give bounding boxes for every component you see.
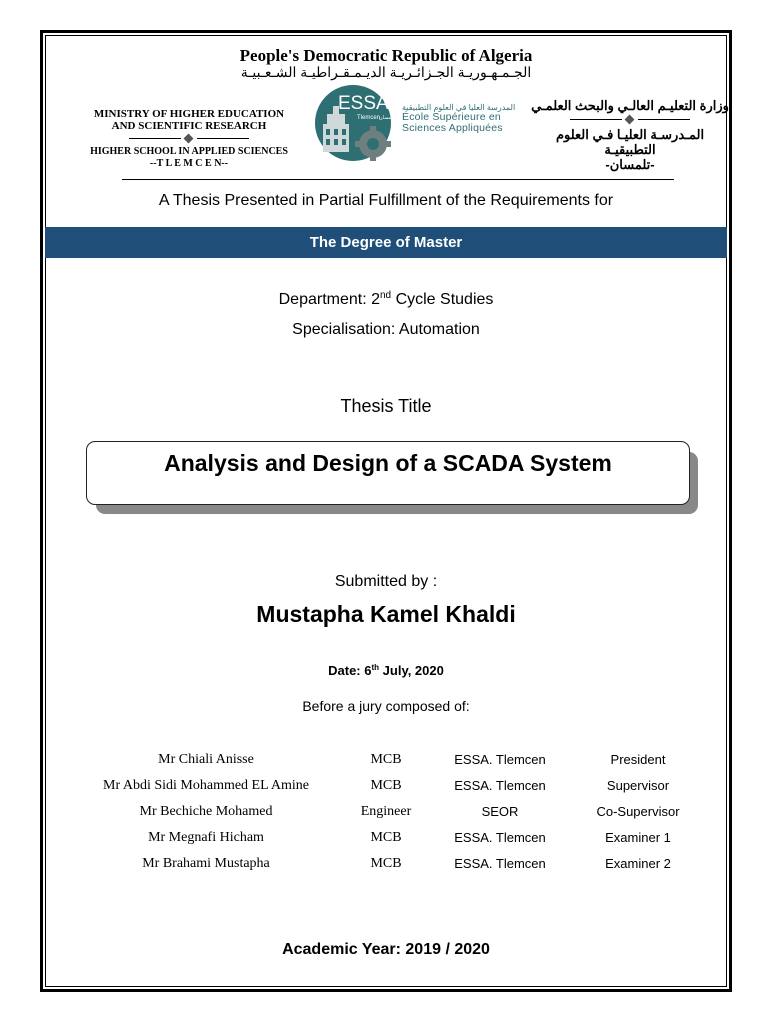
jury-name: Mr Megnafi Hicham	[148, 830, 264, 845]
jury-institution: ESSA. Tlemcen	[454, 856, 546, 871]
jury-institution: ESSA. Tlemcen	[454, 778, 546, 793]
jury-row	[0, 778, 768, 802]
logo-acronym: ESSA	[338, 93, 389, 114]
essa-logo	[313, 84, 397, 162]
department-line: Department: 2nd Cycle Studies	[278, 290, 494, 308]
author-name: Mustapha Kamel Khaldi	[256, 601, 516, 627]
ornament-divider-ar	[570, 115, 690, 125]
jury-grade: MCB	[370, 778, 402, 793]
jury-intro: Before a jury composed of:	[302, 698, 470, 714]
jury-grade: Engineer	[360, 804, 412, 819]
logo-name-ar: المدرسة العليا في العلوم التطبيقية	[402, 103, 516, 112]
city-name-ar: -تلمسان-	[605, 157, 655, 172]
jury-institution: SEOR	[481, 804, 519, 819]
jury-grade: MCB	[370, 856, 402, 871]
jury-name: Mr Chiali Anisse	[158, 752, 254, 767]
ministry-block-ar	[530, 98, 730, 172]
jury-grade: MCB	[370, 752, 402, 767]
academic-year: Academic Year: 2019 / 2020	[282, 941, 490, 958]
thesis-title-label: Thesis Title	[340, 396, 432, 416]
degree-band: The Degree of Master	[45, 227, 727, 258]
submitted-by-label: Submitted by :	[334, 573, 438, 590]
jury-role: Examiner 1	[605, 830, 671, 845]
jury-institution: ESSA. Tlemcen	[454, 752, 546, 767]
logo-city-ar: تلمسان	[379, 115, 395, 121]
jury-name: Mr Abdi Sidi Mohammed EL Amine	[103, 778, 309, 793]
ministry-name-en-line1: MINISTRY OF HIGHER EDUCATION	[93, 108, 285, 120]
header-divider	[122, 179, 674, 180]
specialisation-line: Specialisation: Automation	[292, 321, 480, 338]
jury-name: Mr Bechiche Mohamed	[139, 804, 273, 819]
country-name-en: People's Democratic Republic of Algeria	[239, 46, 533, 65]
city-name-en: --T L E M C E N--	[149, 158, 229, 169]
thesis-intro: A Thesis Presented in Partial Fulfillment of the Requirements for	[158, 192, 614, 209]
ministry-name-en-line2: AND SCIENTIFIC RESEARCH	[111, 120, 267, 132]
logo-city: Tlemcen	[357, 115, 381, 121]
jury-row	[0, 752, 768, 776]
jury-row	[0, 830, 768, 854]
ministry-name-ar: وزارة التعليـم العالـي والبحث العلمـي	[531, 98, 729, 113]
ministry-block-en	[78, 108, 300, 170]
jury-institution: ESSA. Tlemcen	[454, 830, 546, 845]
date-line: Date: 6th July, 2020	[328, 663, 444, 678]
thesis-title: Analysis and Design of a SCADA System	[164, 450, 612, 476]
country-name-ar: الجـمـهـوريـة الجـزائـريـة الديـمـقـراطيـة الشـعـبيـة	[240, 64, 532, 80]
logo-name-fr-line1: École Supérieure en	[402, 111, 501, 123]
jury-grade: MCB	[370, 830, 402, 845]
ornament-divider-en	[129, 134, 249, 144]
jury-role: Co-Supervisor	[596, 804, 680, 819]
jury-row	[0, 856, 768, 880]
jury-row	[0, 804, 768, 828]
school-name-ar: المـدرسـة العليـا فـي العلوم التطبيقيـة	[555, 127, 705, 157]
school-name-en: HIGHER SCHOOL IN APPLIED SCIENCES	[90, 146, 288, 157]
jury-role: Examiner 2	[605, 856, 671, 871]
jury-role: President	[610, 752, 666, 767]
jury-role: Supervisor	[606, 778, 670, 793]
logo-name-fr-line2: Sciences Appliquées	[402, 122, 503, 134]
jury-name: Mr Brahami Mustapha	[142, 856, 270, 871]
logo-wordmark	[402, 103, 527, 134]
